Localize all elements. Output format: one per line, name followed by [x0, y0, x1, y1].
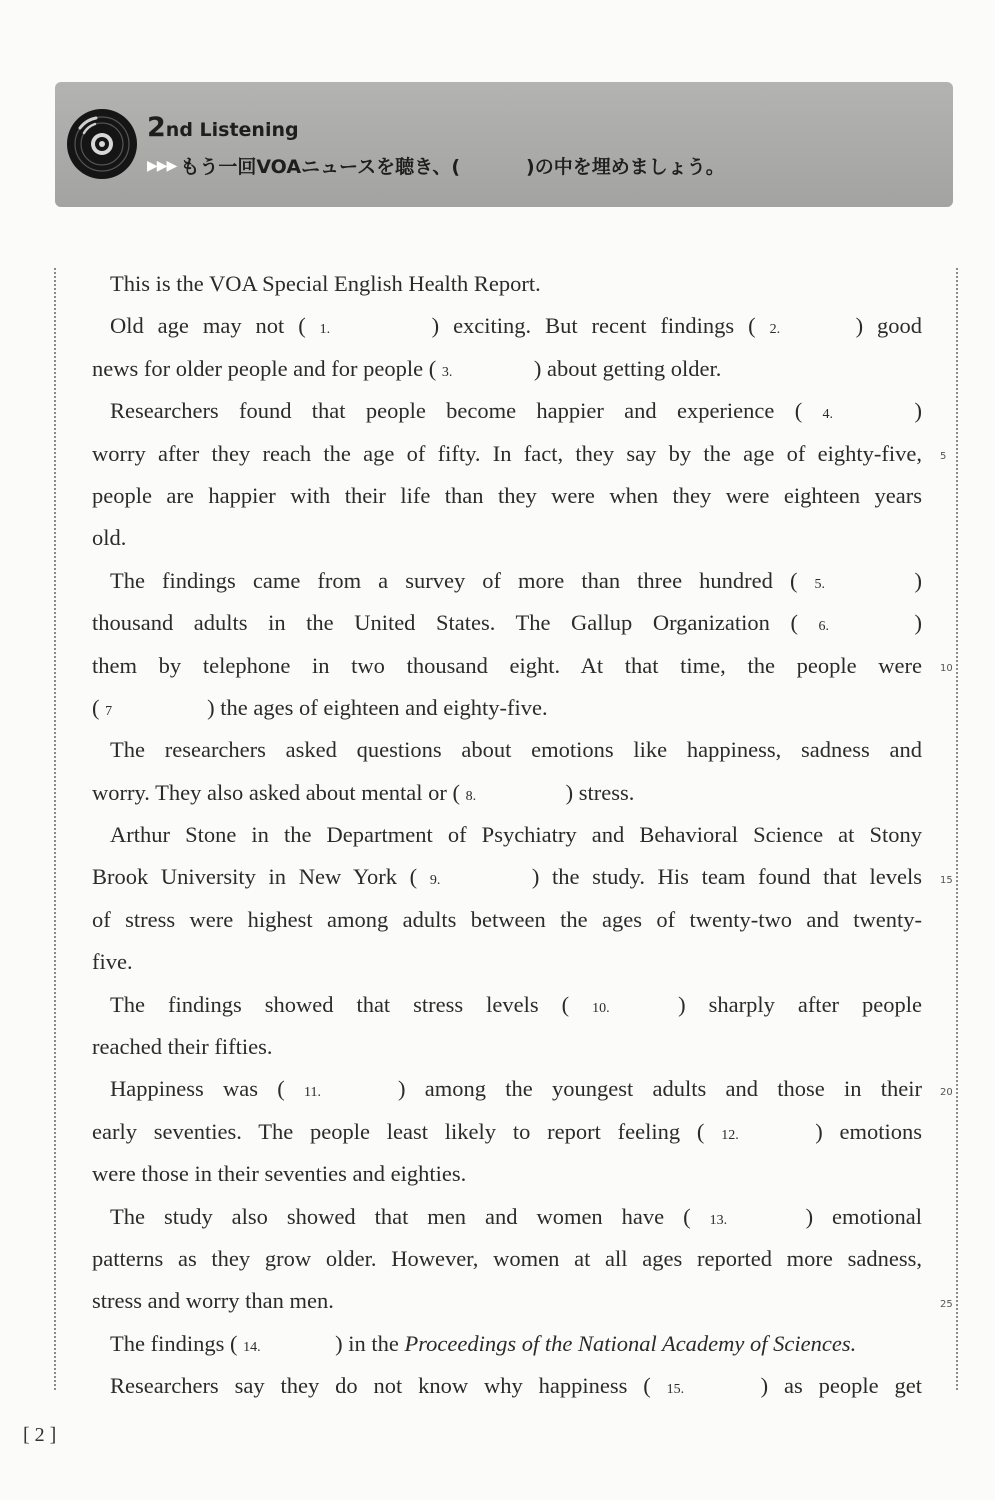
text-line — [92, 772, 922, 814]
text-segment: ) emotional — [805, 1203, 922, 1229]
text-line — [92, 814, 922, 856]
text-segment: ) among the youngest adults and those in their — [398, 1076, 922, 1102]
right-dotted-rule — [956, 268, 958, 1390]
text-line — [92, 1280, 922, 1322]
text-line — [92, 1365, 922, 1407]
text-segment: ) as people get — [760, 1373, 922, 1399]
blank-number: 15. — [666, 1382, 685, 1398]
text-segment: The researchers asked questions about emotions like happiness, sadness and — [110, 737, 922, 763]
text-line — [92, 1238, 922, 1280]
text-segment: Happiness was ( — [110, 1076, 285, 1102]
text-segment: ) — [914, 567, 922, 593]
text-segment: old. — [92, 525, 127, 551]
text-line — [92, 984, 922, 1026]
instruction — [147, 152, 725, 179]
text-segment: Proceedings of the National Academy of Sciences. — [404, 1330, 857, 1356]
text-segment: The findings showed that stress levels ( — [110, 991, 570, 1017]
text-line — [92, 1068, 922, 1110]
text-line — [92, 1196, 922, 1238]
text-segment: five. — [92, 949, 133, 975]
text-segment: reached their fifties. — [92, 1034, 273, 1060]
text-segment: news for older people and for people ( — [92, 355, 437, 381]
text-segment: The findings ( — [110, 1330, 238, 1356]
text-segment: them by telephone in two thousand eight. At that time, the people were — [92, 652, 922, 678]
text-segment: early seventies. The people least likely to report feeling ( — [92, 1118, 705, 1144]
text-segment: ) in the — [335, 1330, 405, 1356]
line-number: 25 — [940, 1298, 953, 1310]
text-segment: ) about getting older. — [533, 355, 722, 381]
blank-number: 4. — [822, 407, 833, 423]
text-line — [92, 348, 922, 390]
text-line — [92, 475, 922, 517]
text-segment: ) — [914, 610, 922, 636]
text-line — [92, 899, 922, 941]
arrow-icons: ▶▶▶ — [147, 157, 177, 174]
text-line — [92, 1026, 922, 1068]
text-line — [92, 560, 922, 602]
blank-number: 9. — [429, 873, 441, 889]
blank-number: 8. — [465, 788, 477, 804]
blank-number: 6. — [818, 619, 829, 635]
text-segment: This is the VOA Special English Health Report. — [110, 271, 541, 296]
blank-number: 7 — [105, 703, 113, 719]
text-line — [92, 729, 922, 771]
instruction-before: もう一回VOAニュースを聴き、( — [180, 156, 461, 178]
text-line — [92, 856, 922, 898]
text-line — [92, 390, 922, 432]
blank-number: 11. — [304, 1085, 321, 1101]
text-line — [92, 517, 922, 559]
text-segment: ) the ages of eighteen and eighty-five. — [207, 694, 548, 720]
text-segment: of stress were highest among adults between the ages of twenty-two and twenty- — [92, 906, 922, 932]
cd-disc-icon — [66, 108, 138, 180]
text-segment: ) stress. — [565, 779, 635, 805]
text-segment: were those in their seventies and eighties. — [92, 1161, 467, 1187]
line-number: 15 — [940, 874, 953, 886]
blank-number: 2. — [769, 322, 781, 338]
blank-number: 14. — [243, 1339, 261, 1355]
article-text — [92, 263, 922, 1408]
instruction-after: )の中を埋めましょう。 — [526, 156, 725, 178]
text-segment: Researchers found that people become happier and experience ( — [110, 398, 803, 424]
title-number: 2 — [147, 112, 166, 143]
text-segment: The findings came from a survey of more than three hundred ( — [110, 567, 798, 593]
text-segment: Arthur Stone in the Department of Psychiatry and Behavioral Science at Stony — [110, 822, 922, 848]
text-line — [92, 305, 922, 347]
text-segment: The study also showed that men and women have ( — [110, 1203, 691, 1229]
text-segment: ) exciting. But recent findings ( — [431, 313, 756, 339]
blank-number: 5. — [814, 576, 825, 592]
blank-number: 1. — [319, 322, 331, 338]
text-line — [92, 645, 922, 687]
text-segment: worry after they reach the age of fifty. In fact, they say by the age of eighty-five, — [92, 440, 922, 466]
section-banner — [55, 82, 953, 207]
text-line — [92, 1153, 922, 1195]
text-segment: ) — [914, 398, 922, 424]
text-line — [92, 1323, 922, 1365]
line-number: 5 — [940, 450, 947, 462]
blank-number: 13. — [709, 1212, 728, 1228]
text-line — [92, 433, 922, 475]
text-segment: stress and worry than men. — [92, 1288, 334, 1314]
section-title — [147, 112, 299, 143]
blank-number: 10. — [592, 1000, 610, 1016]
text-segment: patterns as they grow older. However, women at all ages reported more sadness, — [92, 1245, 922, 1271]
text-segment: ( — [92, 694, 100, 720]
line-number: 20 — [940, 1086, 953, 1098]
line-number: 10 — [940, 662, 953, 674]
title-text: nd Listening — [165, 119, 299, 141]
text-segment: ) the study. His team found that levels — [531, 864, 922, 890]
text-segment: ) good — [855, 313, 922, 339]
text-segment: ) emotions — [815, 1118, 922, 1144]
text-segment: worry. They also asked about mental or ( — [92, 779, 461, 805]
text-line — [92, 941, 922, 983]
text-segment: ) sharply after people — [678, 991, 922, 1017]
text-line — [92, 263, 922, 305]
text-segment: people are happier with their life than they were when they were eighteen years — [92, 482, 922, 508]
page-number: [ 2 ] — [23, 1424, 57, 1446]
text-line — [92, 602, 922, 644]
left-dotted-rule — [54, 268, 56, 1390]
text-segment: Old age may not ( — [110, 313, 306, 339]
text-line — [92, 1111, 922, 1153]
text-segment: Brook University in New York ( — [92, 864, 418, 890]
blank-number: 3. — [441, 364, 453, 380]
text-segment: thousand adults in the United States. The Gallup Organization ( — [92, 610, 798, 636]
text-segment: Researchers say they do not know why happiness ( — [110, 1373, 651, 1399]
text-line — [92, 687, 922, 729]
blank-number: 12. — [721, 1127, 739, 1143]
